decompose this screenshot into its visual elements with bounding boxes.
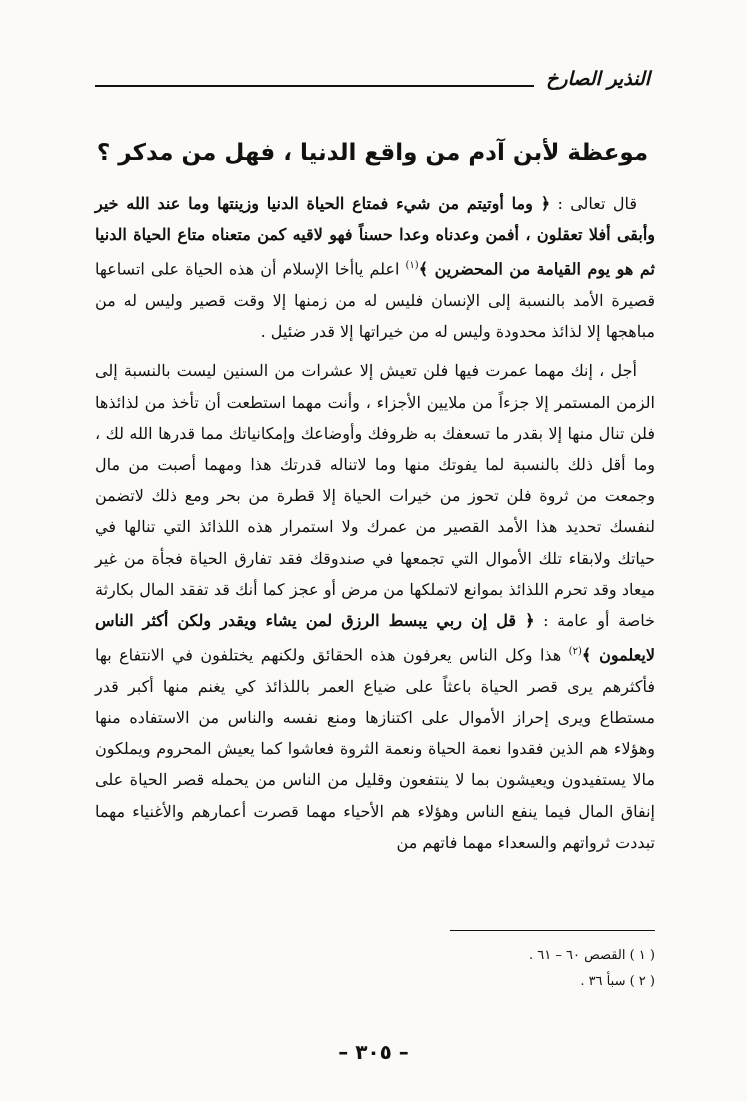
paragraph-text: اعلم ياأخا الإسلام أن هذه الحياة على اتساعها قصيرة الأمد بالنسبة إلى الإنسان فليس له من زمنها إلا وقت قصير وليس له من مباهجها إلا لذائذ محدودة وليس له من خيراتها إلا قدر ضئيل . (95, 259, 655, 342)
footnote-rule (450, 930, 655, 931)
header-rule (95, 71, 534, 87)
footnote-2: ( ٢ ) سبأ ٣٦ . (580, 974, 655, 989)
body-text (95, 188, 655, 858)
page-number: – ٣٠٥ – (338, 1040, 409, 1064)
footnote-ref-2: (٢) (568, 646, 582, 658)
section-heading: موعظة لأبن آدم من واقع الدنيا ، فهل من مدكر ؟ (96, 140, 649, 166)
paragraph-text: هذا وكل الناس يعرفون هذه الحقائق ولكنهم يختلفون في الانتفاع بها فأكثرهم يرى قصر الحياة باعثاً على ضياع العمر باللذائذ كي يغنم منها أكبر قدر مستطاع ويرى إحراز الأموال على اكتنازها ومنع نفسه والناس من الاستفاده منها وهؤلاء هم الذين فقدوا نعمة الحياة ونعمة الثروة فعاشوا كما يعيش المحروم ويملكون مالا يستفيدون ويعيشون بما لا ينتفعون وقليل من الناس من يحمله قصر الحياة على إنفاق المال فيما ينفع الناس وهؤلاء هم الأحياء مهما قصرت أعمارهم والأغنياء مهما تبددت ثرواتهم والسعداء مهما فاتهم من (95, 645, 655, 852)
footnotes (355, 943, 655, 995)
paragraph-2 (95, 355, 655, 858)
paragraph-intro: قال تعالى : (550, 194, 638, 213)
footnote-1: ( ١ ) القصص ٦٠ – ٦١ . (529, 948, 655, 963)
running-title: النذير الصارخ (546, 68, 650, 90)
paragraph-text: أجل ، إنك مهما عمرت فيها فلن تعيش إلا عشرات من السنين ليست بالنسبة إلى الزمن المستمر إلا جزءاً من ملايين الأجزاء ، وأنت مهما استطعت أن تأخذ من لذائذها فلن تنال منها إلا بقدر ما تسعفك به ظروفك وأوضاعك وإمكانياتك مما قدرها الله لك ، وما أقل ذلك بالنسبة لما يفوتك منها وما لاتناله قدرتك هذا ومهما أصبت من مال وجمعت من ثروة فلن تحوز من خيرات الحياة إلا قطرة من بحر ومع ذلك لاتضمن لنفسك تحديد هذا الأمد القصير من عمرك ولا استمرار هذه اللذائذ التي تنالها في حياتك ولابقاء تلك الأموال التي تجمعها في صندوقك فقد تفارق الحياة فجأة من غير ميعاد وقد تحرم اللذائذ بموانع لاتملكها من مرض أو عجز كما أنك قد تفقد المال بكارثة خاصة أو عامة : (95, 361, 656, 630)
running-header (95, 64, 650, 94)
quran-verse-1: ﴿ وما أوتيتم من شيء فمتاع الحياة الدنيا وزينتها وما عند الله خير وأبقى أفلا تعقلون ، أفمن وعدناه وعدا حسناً فهو لاقيه كمن متعناه متاع الحياة الدنيا ثم هو يوم القيامة من المحضرين ﴾ (95, 194, 655, 279)
footnote-ref-1: (١) (405, 260, 419, 272)
quran-verse-2: ﴿ قل إن ربي يبسط الرزق لمن يشاء ويقدر ولكن أكثر الناس لايعلمون ﴾ (95, 610, 655, 665)
paragraph-1 (95, 188, 655, 347)
